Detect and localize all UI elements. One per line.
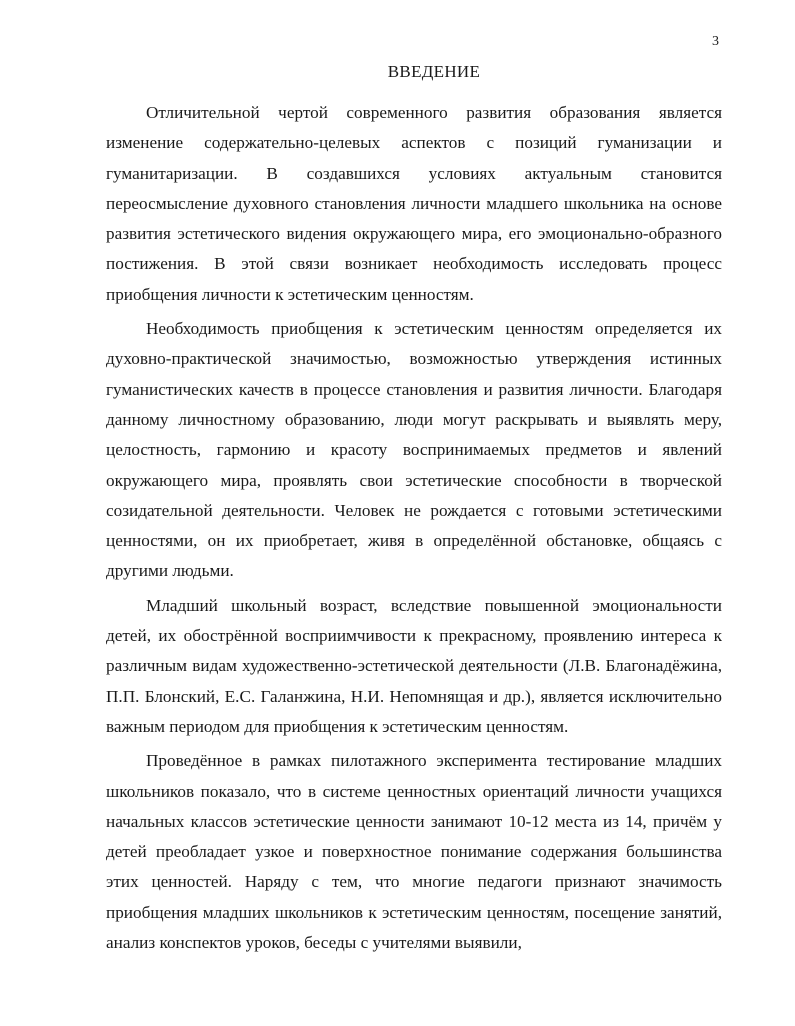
page-number: 3 (712, 34, 719, 49)
paragraph-2: Необходимость приобщения к эстетическим ценностям определяется их духовно-практической значимостью, возможностью утверждения истинных гуманистических качеств в процессе становления и развития личности. Благодаря данному личностному образованию, люди могут раскрывать и выявлять меру, целостность, гармонию и красоту воспринимаемых предметов и явлений окружающего мира, проявлять свои эстетические способности в творческой созидательной деятельности. Человек не рождается с готовыми эстетическими ценностями, он их приобретает, живя в определённой обстановке, общаясь с другими людьми. (106, 319, 722, 581)
paragraph-3: Младший школьный возраст, вследствие повышенной эмоциональности детей, их обострённой восприимчивости к прекрасному, проявлению интереса к различным видам художественно-эстетической деятельности (Л.В. Благонадёжина, П.П. Блонский, Е.С. Галанжина, Н.И. Непомнящая и др.), является исключительно важным периодом для приобщения к эстетическим ценностям. (106, 595, 722, 736)
page-title: ВВЕДЕНИЕ (387, 62, 481, 81)
body-text (106, 98, 722, 962)
paragraph-4: Проведённое в рамках пилотажного эксперимента тестирование младших школьников показало, что в системе ценностных ориентаций личности учащихся начальных классов эстетические ценности занимают 10-12 места из 14, причём у детей преобладает узкое и поверхностное понимание содержания большинства этих ценностей. Наряду с тем, что многие педагоги признают значимость приобщения младших школьников к эстетическим ценностям, посещение занятий, анализ конспектов уроков, беседы с учителями выявили, (106, 751, 722, 953)
paragraph-1: Отличительной чертой современного развития образования является изменение содержательно-целевых аспектов с позиций гуманизации и гуманитаризации. В создавшихся условиях актуальным становится переосмысление духовного становления личности младшего школьника на основе развития эстетического видения окружающего мира, его эмоционально-образного постижения. В этой связи возникает необходимость исследовать процесс приобщения личности к эстетическим ценностям. (106, 103, 722, 304)
